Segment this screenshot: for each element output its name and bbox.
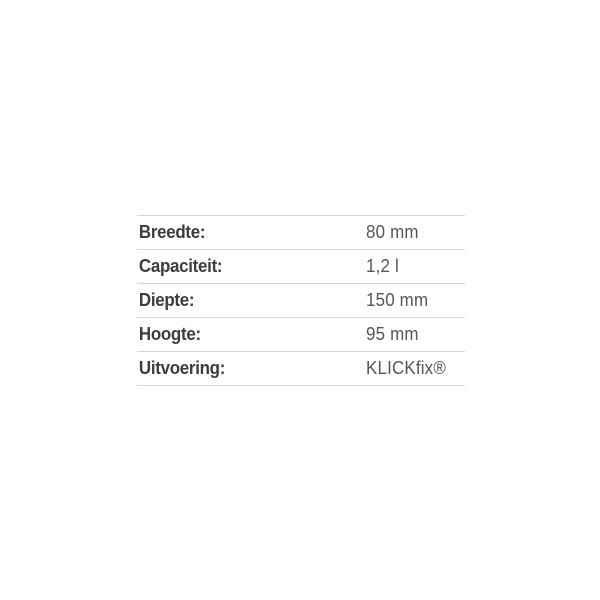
spec-value: 80 mm bbox=[366, 222, 419, 242]
spec-label: Hoogte: bbox=[138, 324, 201, 344]
spec-label: Breedte: bbox=[138, 222, 206, 242]
spec-value: 1,2 l bbox=[366, 256, 399, 276]
spec-row-hoogte bbox=[137, 317, 465, 351]
spec-row-capaciteit bbox=[137, 249, 465, 283]
spec-label: Diepte: bbox=[138, 290, 195, 310]
spec-value: 95 mm bbox=[366, 324, 419, 344]
spec-label: Uitvoering: bbox=[138, 358, 226, 378]
spec-value: KLICKfix® bbox=[366, 358, 446, 378]
spec-row-breedte bbox=[137, 215, 465, 249]
spec-table bbox=[137, 215, 465, 386]
spec-value: 150 mm bbox=[366, 290, 429, 310]
spec-row-diepte bbox=[137, 283, 465, 317]
spec-label: Capaciteit: bbox=[138, 256, 223, 276]
spec-row-uitvoering bbox=[137, 351, 465, 386]
